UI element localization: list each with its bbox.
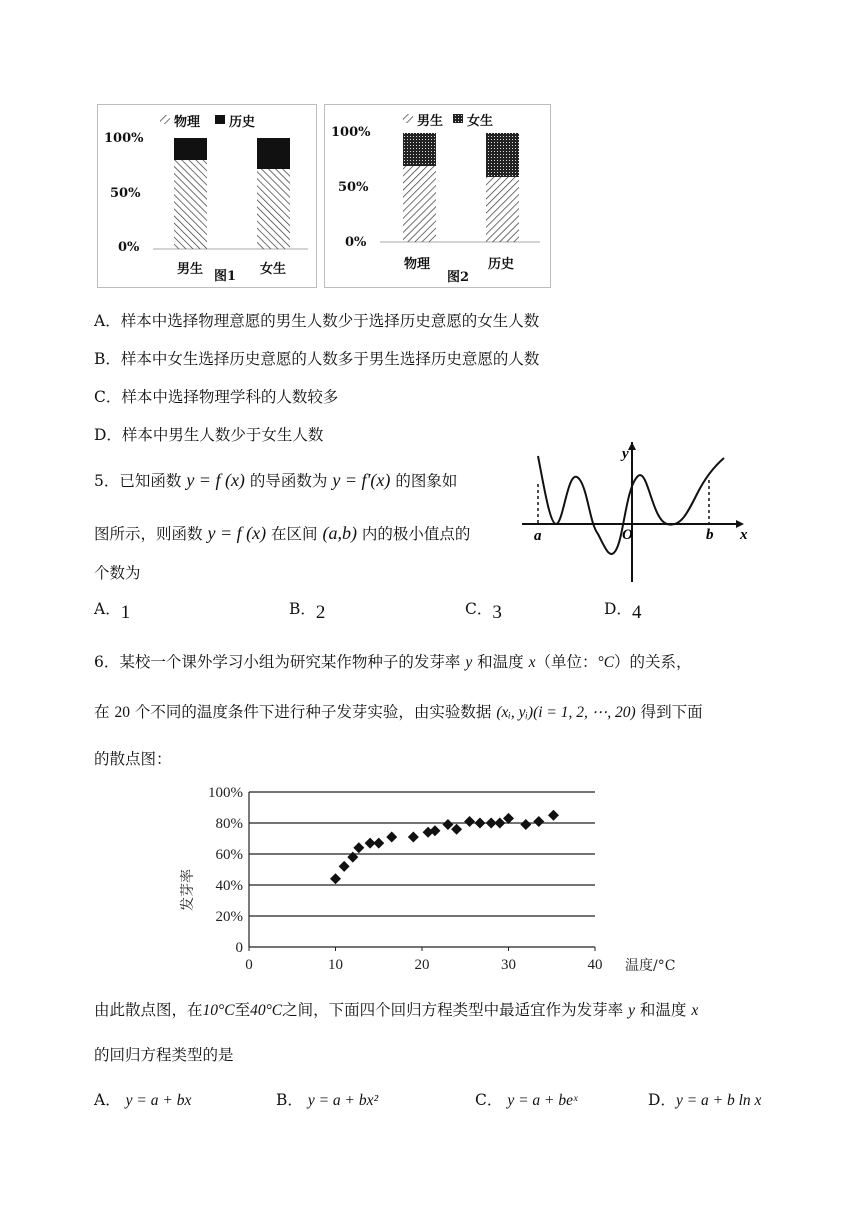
fig2-caption: 图2 <box>447 270 470 285</box>
scatter-x-tick: 30 <box>501 957 516 973</box>
q6-line-1 <box>94 650 692 672</box>
q5-line-2 <box>94 522 470 544</box>
q4-option-c: C．样本中选择物理学科的人数较多 <box>94 388 339 406</box>
q6-text: 得到下面 <box>640 703 703 721</box>
q6-text: ）的关系， <box>614 653 692 671</box>
q6-choice-c <box>475 1088 577 1110</box>
q4-option-b: B．样本中女生选择历史意愿的人数多于男生选择历史意愿的人数 <box>94 350 540 368</box>
choice-letter: D． <box>648 1091 676 1109</box>
q5-formula: y = f′(x) <box>332 470 391 490</box>
q6-text: 在 <box>94 703 110 721</box>
q6-text: 至 <box>234 1001 251 1019</box>
q5-text: 在区间 <box>271 525 318 543</box>
choice-formula: y = a + bx² <box>307 1092 379 1109</box>
q6-text: 个不同的温度条件下进行种子发芽实验，由实验数据 <box>134 703 492 721</box>
figure-2 <box>324 104 551 288</box>
q6-var: x <box>691 1002 699 1019</box>
choice-letter: A． <box>94 600 121 618</box>
q6-after-line-2: 的回归方程类型的是 <box>94 1046 234 1064</box>
q6-choice-b <box>276 1088 378 1110</box>
scatter-chart <box>170 780 690 980</box>
q6-data: (xᵢ, yᵢ)(i = 1, 2, ⋯, 20) <box>496 704 636 721</box>
q4-option-d: D．样本中男生人数少于女生人数 <box>94 426 324 444</box>
legend-hatch-icon <box>160 115 170 124</box>
choice-letter: B． <box>289 600 316 618</box>
fig1-tick-50: 50% <box>110 186 141 201</box>
scatter-point <box>533 816 544 827</box>
q5-text: 的图象如 <box>395 472 458 490</box>
choice-letter: D． <box>604 600 632 618</box>
fig1-legend-history: 历史 <box>229 115 256 130</box>
fig2-bar-history-male <box>486 177 519 242</box>
fig1-category-female: 女生 <box>260 262 287 277</box>
q5-choice-a <box>94 597 131 623</box>
choice-value: 1 <box>120 602 131 623</box>
choice-letter: C． <box>475 1091 503 1109</box>
q5-choice-d <box>604 597 642 623</box>
q6-temp: 10°C <box>202 1002 235 1019</box>
q6-text: （单位： <box>535 653 598 671</box>
fig2-tick-0: 0% <box>345 235 367 250</box>
graph-label-y: y <box>622 446 629 462</box>
q6-num: 20 <box>114 704 130 721</box>
fig2-bar-physics-female <box>403 133 436 166</box>
graph-label-o: O <box>622 527 633 543</box>
q6-temp: 40°C <box>250 1002 283 1019</box>
scatter-x-tick: 40 <box>587 957 603 973</box>
scatter-point <box>386 831 397 842</box>
scatter-point <box>373 838 384 849</box>
choice-value: 3 <box>492 602 502 623</box>
q5-choice-b <box>289 597 326 623</box>
legend-dots-icon <box>453 114 463 123</box>
scatter-x-tick: 20 <box>414 957 430 973</box>
q6-line-3: 的散点图： <box>94 750 172 768</box>
fig2-tick-100: 100% <box>331 125 371 140</box>
scatter-x-tick: 10 <box>328 957 343 973</box>
scatter-point <box>474 818 485 829</box>
fig1-category-male: 男生 <box>177 262 204 277</box>
fig2-bar-history-female <box>486 133 519 177</box>
q5-text: 图所示，则函数 <box>94 525 203 543</box>
choice-value: 4 <box>631 602 642 623</box>
fig2-legend-male: 男生 <box>417 114 444 129</box>
choice-letter: C． <box>465 600 493 618</box>
q6-var: x <box>528 654 536 671</box>
scatter-y-tick: 80% <box>215 816 243 832</box>
scatter-x-tick: 0 <box>245 957 253 973</box>
derivative-graph <box>522 442 752 592</box>
scatter-point <box>520 819 531 830</box>
scatter-point <box>347 852 358 863</box>
scatter-y-tick: 20% <box>215 909 243 925</box>
q5-line-3: 个数为 <box>94 564 141 582</box>
fig1-tick-0: 0% <box>118 240 140 255</box>
graph-label-b: b <box>706 527 714 543</box>
fig2-tick-50: 50% <box>338 180 369 195</box>
scatter-point <box>464 816 475 827</box>
q4-option-a: A．样本中选择物理意愿的男生人数少于选择历史意愿的女生人数 <box>94 312 540 330</box>
q5-text: 的导函数为 <box>249 472 328 490</box>
q5-choice-c <box>465 597 502 623</box>
q5-formula: y = f (x) <box>186 470 245 490</box>
fig1-bar-female-physics <box>257 169 290 249</box>
q5-formula: y = f (x) <box>207 523 267 543</box>
scatter-point <box>339 861 350 872</box>
scatter-xlabel: 温度/°C <box>625 958 676 974</box>
q6-line-2 <box>94 700 703 722</box>
scatter-point <box>330 873 341 884</box>
q6-text: 之间，下面四个回归方程类型中最适宜作为发芽率 <box>282 1001 624 1019</box>
q5-text: 5．已知函数 <box>94 472 182 490</box>
fig1-caption: 图1 <box>214 269 237 284</box>
scatter-y-tick: 40% <box>215 878 243 894</box>
graph-label-a: a <box>534 528 542 544</box>
choice-formula: y = a + bx <box>125 1092 192 1109</box>
q6-var: y <box>465 654 473 671</box>
q5-interval: (a,b) <box>322 523 357 543</box>
fig2-category-history: 历史 <box>488 257 515 272</box>
q6-text: 6．某校一个课外学习小组为研究某作物种子的发芽率 <box>94 653 461 671</box>
legend-hatch-icon <box>403 114 413 123</box>
scatter-point <box>503 813 514 824</box>
q6-text: 由此散点图，在 <box>94 1001 203 1019</box>
scatter-y-tick: 0 <box>235 940 243 956</box>
fig1-bar-male-history <box>174 138 207 160</box>
q6-text: 和温度 <box>639 1001 687 1019</box>
scatter-point <box>408 831 419 842</box>
fig2-legend-female: 女生 <box>467 114 494 129</box>
q6-text: 和温度 <box>477 653 524 671</box>
scatter-y-tick: 100% <box>208 785 243 801</box>
q6-choice-a <box>94 1088 191 1110</box>
scatter-point <box>442 819 453 830</box>
scatter-point <box>353 842 364 853</box>
scatter-point <box>494 818 505 829</box>
scatter-point <box>451 824 462 835</box>
q6-unit: °C <box>597 654 615 671</box>
choice-formula: y = a + beˣ <box>507 1092 578 1109</box>
choice-value: 2 <box>315 602 326 623</box>
choice-formula: y = a + b ln x <box>675 1092 762 1109</box>
choice-letter: A． <box>94 1091 121 1109</box>
choice-letter: B． <box>276 1091 303 1109</box>
fig1-bar-female-history <box>257 138 290 169</box>
figure-1 <box>97 104 317 288</box>
fig1-legend-physics: 物理 <box>174 115 201 130</box>
q5-line-1 <box>94 469 457 491</box>
scatter-ylabel: 发芽率 <box>180 869 196 911</box>
fig2-category-physics: 物理 <box>404 257 431 272</box>
fig1-tick-100: 100% <box>104 131 144 146</box>
graph-label-x: x <box>740 527 748 543</box>
q6-var: y <box>628 1002 635 1019</box>
scatter-point <box>548 810 559 821</box>
q5-text: 内的极小值点的 <box>361 525 471 543</box>
scatter-y-tick: 60% <box>215 847 243 863</box>
fig1-bar-male-physics <box>174 160 207 249</box>
q6-after-line-1 <box>94 998 698 1020</box>
fig2-bar-physics-male <box>403 166 436 242</box>
legend-solid-icon <box>215 115 225 124</box>
q6-choice-d <box>648 1088 761 1110</box>
